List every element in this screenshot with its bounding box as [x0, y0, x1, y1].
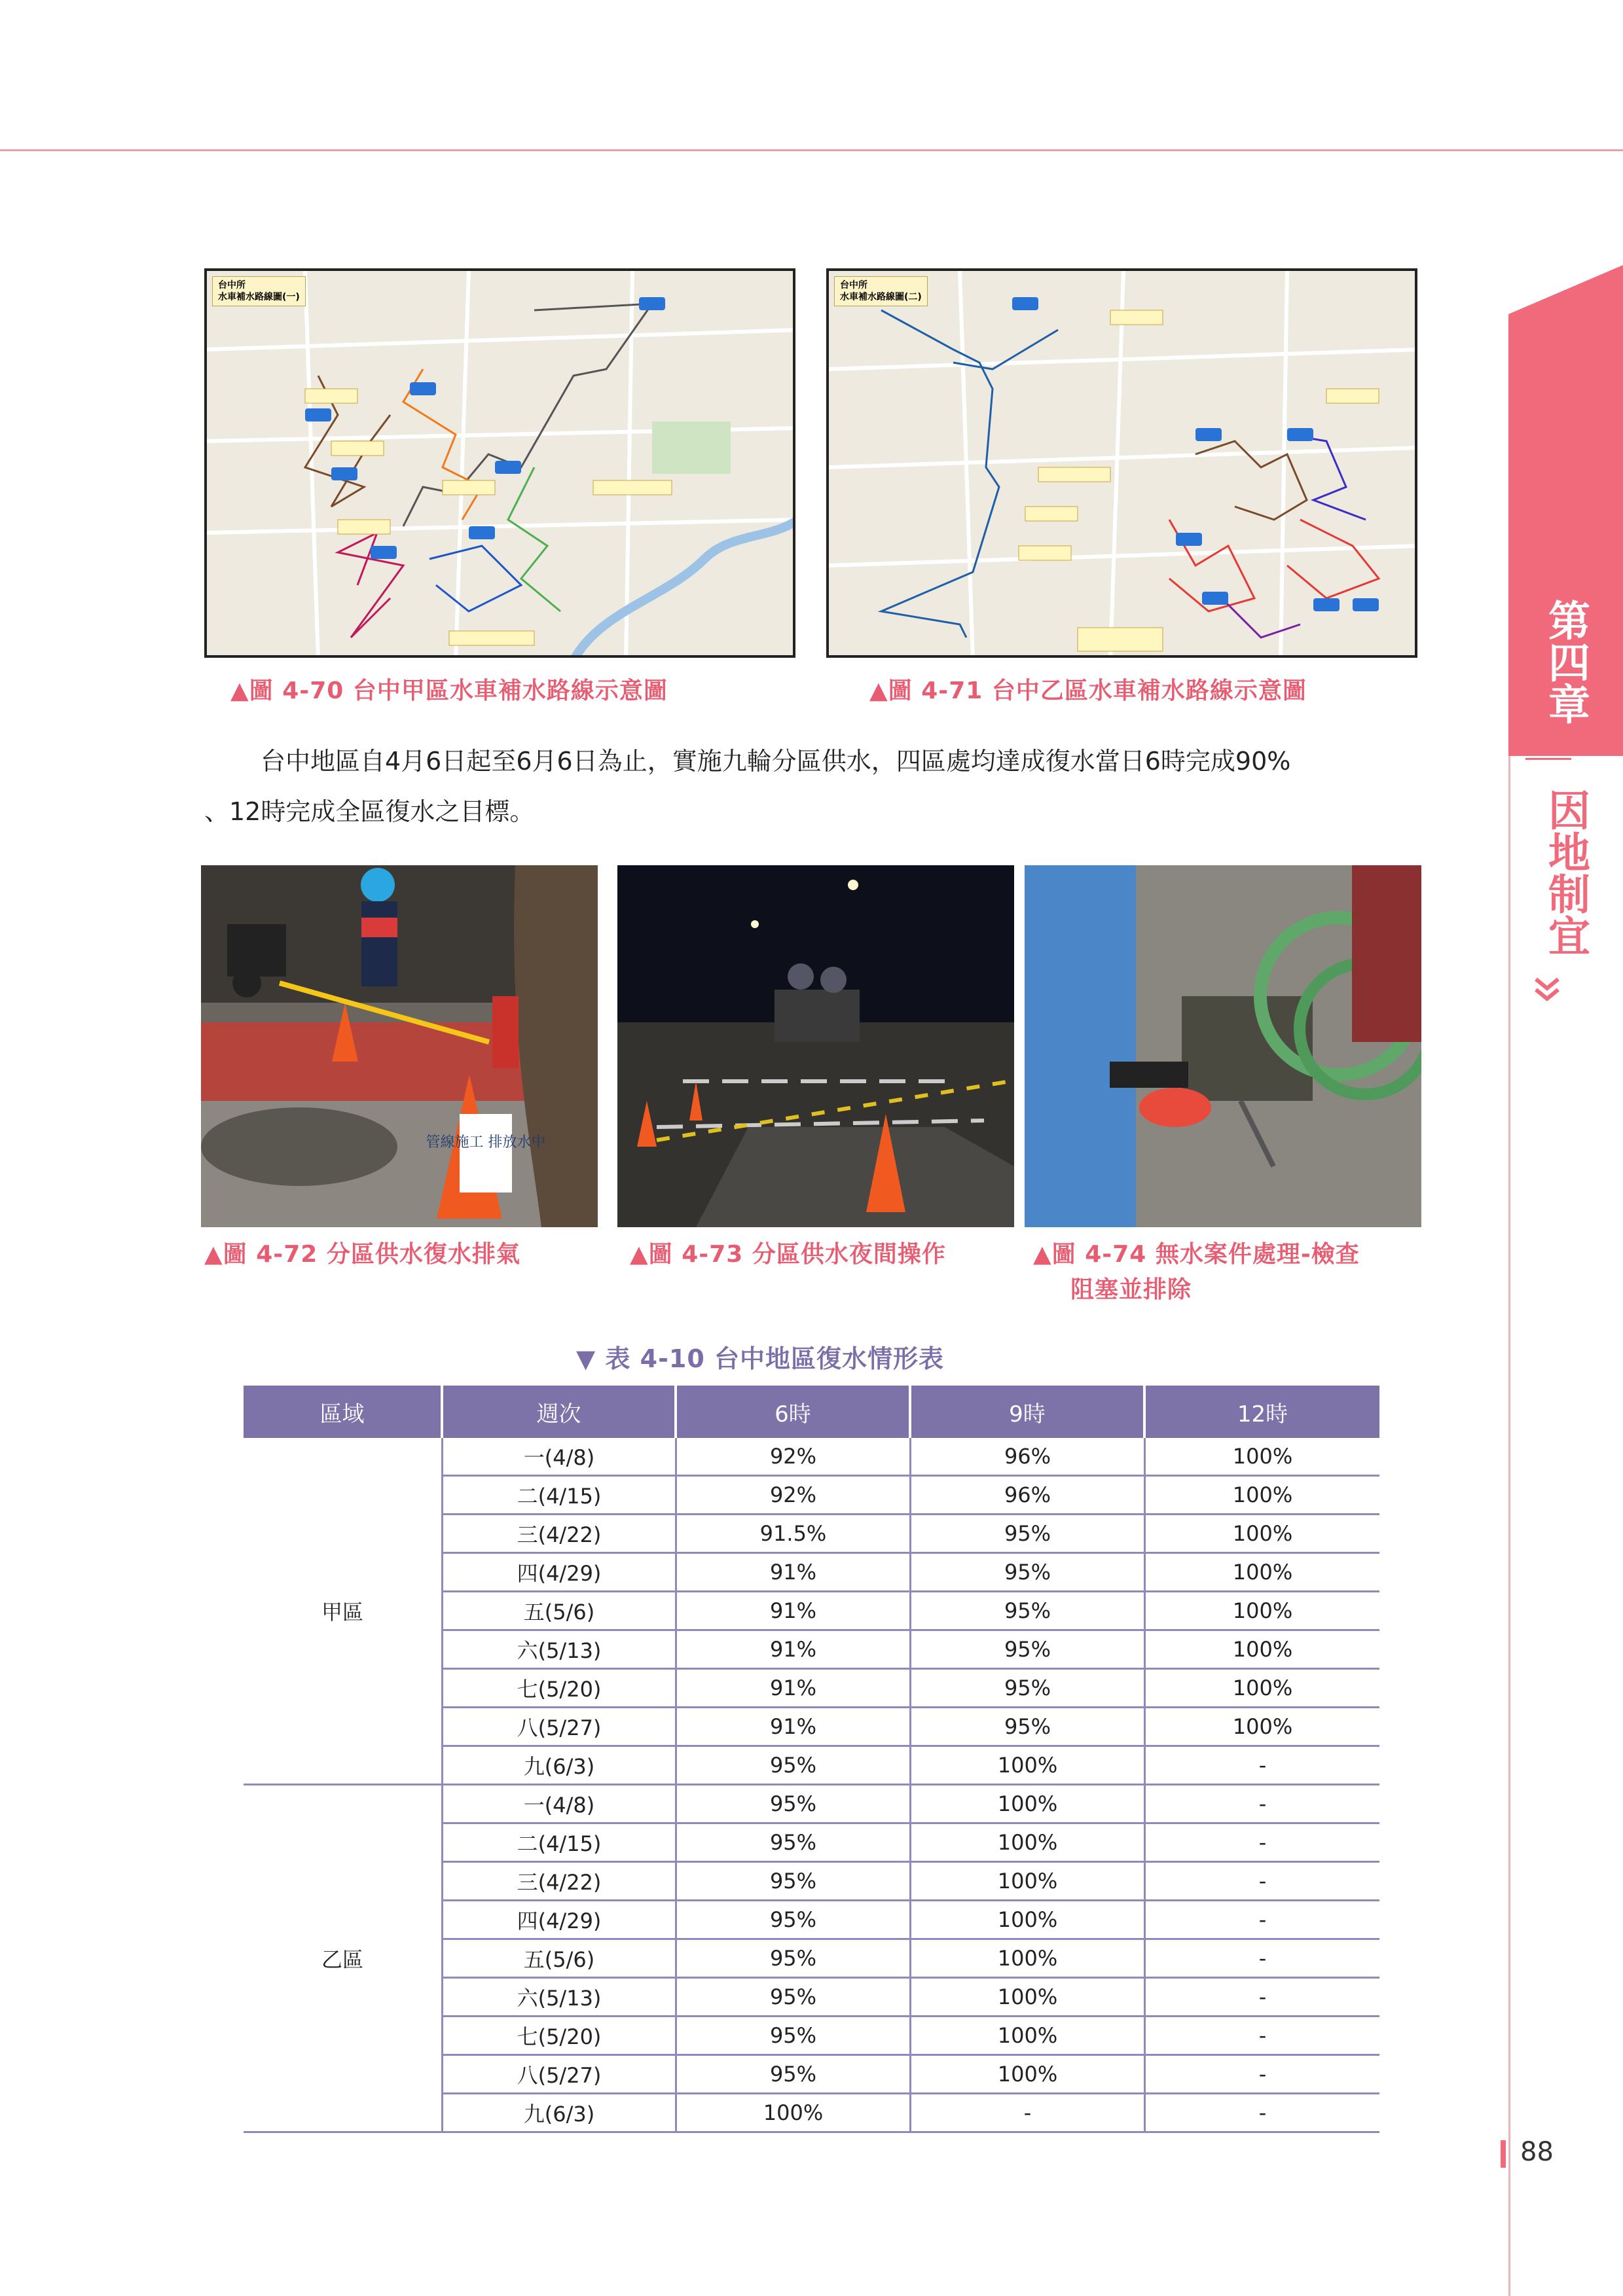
value-6h-cell: 91%: [677, 1708, 911, 1747]
value-6h-cell: 92%: [677, 1477, 911, 1515]
week-cell: 四(4/29): [443, 1554, 677, 1592]
value-12h-cell: 100%: [1146, 1708, 1379, 1747]
value-6h-cell: 95%: [677, 1824, 911, 1863]
value-9h-cell: 95%: [911, 1554, 1146, 1592]
value-9h-cell: 95%: [911, 1631, 1146, 1670]
value-6h-cell: 100%: [677, 2094, 911, 2133]
value-6h-cell: 95%: [677, 1901, 911, 1940]
week-cell: 三(4/22): [443, 1515, 677, 1554]
table-caption: ▼ 表 4-10 台中地區復水情形表: [576, 1344, 945, 1373]
figure-caption-70: ▲圖 4-70 台中甲區水車補水路線示意圖: [230, 677, 668, 704]
value-6h-cell: 91.5%: [677, 1515, 911, 1554]
value-6h-cell: 91%: [677, 1670, 911, 1708]
value-12h-cell: 100%: [1146, 1438, 1379, 1477]
value-6h-cell: 91%: [677, 1554, 911, 1592]
region-cell: 乙區: [244, 1785, 443, 2133]
value-12h-cell: 100%: [1146, 1670, 1379, 1708]
photo-water-exhaust: [201, 865, 598, 1227]
week-cell: 四(4/29): [443, 1901, 677, 1940]
week-cell: 七(5/20): [443, 2017, 677, 2056]
week-cell: 九(6/3): [443, 2094, 677, 2133]
header-9h: 9時: [911, 1386, 1146, 1438]
photo-night-operation: [617, 865, 1014, 1227]
value-9h-cell: 96%: [911, 1477, 1146, 1515]
value-12h-cell: -: [1146, 1979, 1379, 2017]
value-12h-cell: -: [1146, 1747, 1379, 1785]
table-body: [244, 1438, 1379, 2133]
value-9h-cell: 95%: [911, 1592, 1146, 1631]
header-rule: [0, 149, 1623, 151]
value-9h-cell: 96%: [911, 1438, 1146, 1477]
week-cell: 一(4/8): [443, 1438, 677, 1477]
paragraph-line-1: 台中地區自4月6日起至6月6日為止，實施九輪分區供水，四區處均達成復水當日6時完成90%: [261, 747, 1291, 776]
map-label: [834, 276, 928, 306]
value-6h-cell: 95%: [677, 1940, 911, 1979]
value-12h-cell: 100%: [1146, 1477, 1379, 1515]
value-6h-cell: 95%: [677, 1747, 911, 1785]
value-12h-cell: -: [1146, 1901, 1379, 1940]
value-9h-cell: 100%: [911, 1901, 1146, 1940]
value-6h-cell: 91%: [677, 1631, 911, 1670]
value-6h-cell: 95%: [677, 2056, 911, 2094]
map-route-area-a: [204, 268, 795, 658]
value-12h-cell: 100%: [1146, 1554, 1379, 1592]
header-week: 週次: [443, 1386, 677, 1438]
header-region: 區域: [244, 1386, 443, 1438]
figure-caption-71: ▲圖 4-71 台中乙區水車補水路線示意圖: [869, 677, 1307, 704]
map-label-line-2: 水車補水路線圖(二): [840, 292, 922, 302]
value-9h-cell: 100%: [911, 2017, 1146, 2056]
figure-caption-72: ▲圖 4-72 分區供水復水排氣: [204, 1241, 520, 1268]
week-cell: 五(5/6): [443, 1592, 677, 1631]
map-route-area-b: [826, 268, 1417, 658]
table-header-row: [244, 1386, 1379, 1438]
construction-sign-text: 管線施工 排放水中: [426, 1134, 546, 1151]
page-number-bar: [1501, 2140, 1506, 2168]
week-cell: 五(5/6): [443, 1940, 677, 1979]
map-label-line-1: 台中所: [218, 280, 246, 291]
header-12h: 12時: [1146, 1386, 1379, 1438]
page-number: 88: [1520, 2137, 1554, 2167]
value-12h-cell: -: [1146, 1785, 1379, 1824]
value-6h-cell: 95%: [677, 1863, 911, 1901]
chapter-title: 因地制宜: [1541, 789, 1590, 956]
map-label-line-1: 台中所: [840, 280, 867, 291]
map-label-line-2: 水車補水路線圖(一): [218, 292, 300, 302]
value-9h-cell: 100%: [911, 2056, 1146, 2094]
map-label: [212, 276, 306, 306]
value-6h-cell: 95%: [677, 1785, 911, 1824]
value-6h-cell: 92%: [677, 1438, 911, 1477]
chapter-number: 第四章: [1541, 599, 1590, 725]
week-cell: 六(5/13): [443, 1631, 677, 1670]
value-9h-cell: -: [911, 2094, 1146, 2133]
value-9h-cell: 100%: [911, 1824, 1146, 1863]
route-map-a-graphic: [207, 271, 795, 658]
figure-caption-74-line-2: 阻塞並排除: [1070, 1276, 1192, 1303]
value-9h-cell: 95%: [911, 1708, 1146, 1747]
header-6h: 6時: [677, 1386, 911, 1438]
table-row: [244, 1438, 1379, 1477]
value-12h-cell: -: [1146, 2056, 1379, 2094]
recovery-table: [244, 1386, 1379, 2133]
route-map-b-graphic: [829, 271, 1417, 658]
week-cell: 八(5/27): [443, 2056, 677, 2094]
value-12h-cell: 100%: [1146, 1515, 1379, 1554]
value-9h-cell: 95%: [911, 1515, 1146, 1554]
value-12h-cell: -: [1146, 2094, 1379, 2133]
value-12h-cell: -: [1146, 1940, 1379, 1979]
value-6h-cell: 91%: [677, 1592, 911, 1631]
paragraph-line-2: 、12時完成全區復水之目標。: [204, 797, 535, 826]
value-9h-cell: 100%: [911, 1747, 1146, 1785]
week-cell: 三(4/22): [443, 1863, 677, 1901]
table-row: [244, 1785, 1379, 1824]
value-9h-cell: 100%: [911, 1863, 1146, 1901]
value-9h-cell: 100%: [911, 1979, 1146, 2017]
week-cell: 二(4/15): [443, 1824, 677, 1863]
week-cell: 九(6/3): [443, 1747, 677, 1785]
value-9h-cell: 100%: [911, 1785, 1146, 1824]
week-cell: 八(5/27): [443, 1708, 677, 1747]
figure-caption-74-line-1: ▲圖 4-74 無水案件處理-檢查: [1033, 1241, 1360, 1268]
value-6h-cell: 95%: [677, 1979, 911, 2017]
week-cell: 一(4/8): [443, 1785, 677, 1824]
value-12h-cell: -: [1146, 1824, 1379, 1863]
photo-blockage-inspection: [1025, 865, 1421, 1227]
value-9h-cell: 100%: [911, 1940, 1146, 1979]
region-cell: 甲區: [244, 1438, 443, 1785]
value-12h-cell: -: [1146, 1863, 1379, 1901]
week-cell: 二(4/15): [443, 1477, 677, 1515]
value-9h-cell: 95%: [911, 1670, 1146, 1708]
figure-caption-73: ▲圖 4-73 分區供水夜間操作: [630, 1241, 946, 1268]
week-cell: 六(5/13): [443, 1979, 677, 2017]
value-6h-cell: 95%: [677, 2017, 911, 2056]
value-12h-cell: 100%: [1146, 1592, 1379, 1631]
value-12h-cell: 100%: [1146, 1631, 1379, 1670]
chapter-tab-separator: [1525, 758, 1571, 760]
chevron-down-icon: [1531, 974, 1563, 1007]
value-12h-cell: -: [1146, 2017, 1379, 2056]
week-cell: 七(5/20): [443, 1670, 677, 1708]
